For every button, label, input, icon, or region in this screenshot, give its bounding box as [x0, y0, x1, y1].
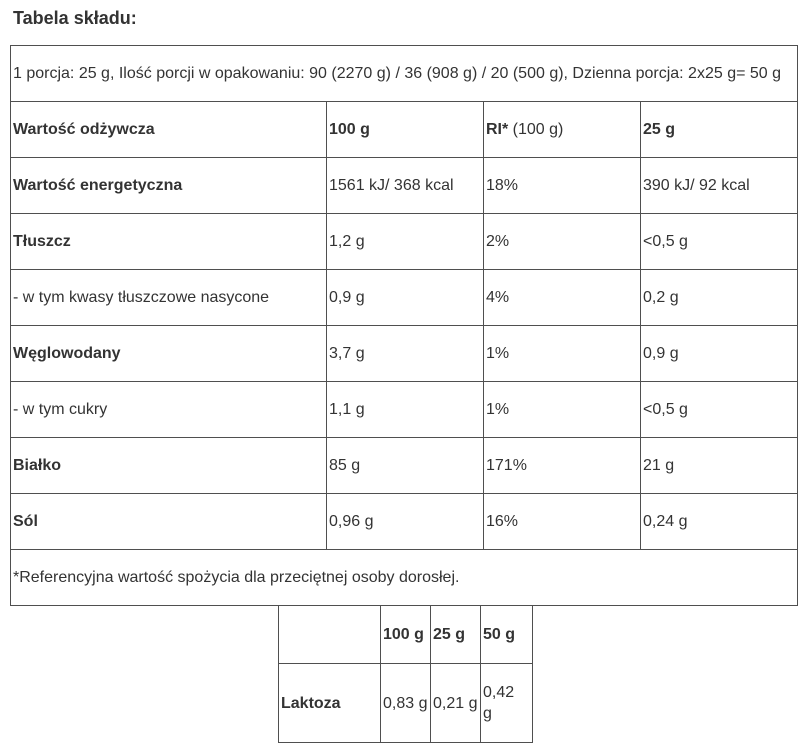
lactose-header-100g: 100 g	[381, 606, 431, 664]
lactose-per-50g: 0,42 g	[481, 664, 533, 743]
value-ri: 4%	[484, 270, 641, 326]
value-ri: 1%	[484, 326, 641, 382]
value-per-25g: <0,5 g	[641, 382, 798, 438]
serving-info-row	[11, 46, 798, 102]
value-per-25g: 0,24 g	[641, 494, 798, 550]
value-per-100g: 1561 kJ/ 368 kcal	[327, 158, 484, 214]
lactose-header-empty	[279, 606, 381, 664]
table-row-energy	[11, 158, 798, 214]
row-label: Tłuszcz	[11, 214, 327, 270]
row-label: - w tym cukry	[11, 382, 327, 438]
table-row-saturated-fat	[11, 270, 798, 326]
value-ri: 18%	[484, 158, 641, 214]
column-header-ri	[484, 102, 641, 158]
ri-abbreviation: RI*	[486, 121, 509, 138]
page-title: Tabela składu:	[13, 8, 137, 28]
ri-basis: (100 g)	[508, 121, 564, 138]
value-per-100g: 1,2 g	[327, 214, 484, 270]
serving-info: 1 porcja: 25 g, Ilość porcji w opakowaniu: 90 (2270 g) / 36 (908 g) / 20 (500 g), Dzienna porcja: 2x25 g= 50 g	[11, 46, 798, 102]
lactose-label: Laktoza	[279, 664, 381, 743]
column-header-per-100g: 100 g	[327, 102, 484, 158]
lactose-table	[278, 605, 533, 743]
value-per-100g: 3,7 g	[327, 326, 484, 382]
row-label: Sól	[11, 494, 327, 550]
value-per-25g: 0,2 g	[641, 270, 798, 326]
footnote-row	[11, 550, 798, 606]
column-header-per-25g: 25 g	[641, 102, 798, 158]
table-row-carbohydrates	[11, 326, 798, 382]
header-row	[11, 102, 798, 158]
table-row-salt	[11, 494, 798, 550]
row-label: Białko	[11, 438, 327, 494]
lactose-value-row	[279, 664, 533, 743]
value-ri: 171%	[484, 438, 641, 494]
row-label: Węglowodany	[11, 326, 327, 382]
row-label: - w tym kwasy tłuszczowe nasycone	[11, 270, 327, 326]
value-ri: 2%	[484, 214, 641, 270]
value-per-100g: 0,96 g	[327, 494, 484, 550]
column-header-nutrition-value: Wartość odżywcza	[11, 102, 327, 158]
table-row-sugars	[11, 382, 798, 438]
value-per-25g: 0,9 g	[641, 326, 798, 382]
value-ri: 16%	[484, 494, 641, 550]
nutrition-table	[10, 45, 798, 606]
lactose-header-25g: 25 g	[431, 606, 481, 664]
table-row-protein	[11, 438, 798, 494]
row-label: Wartość energetyczna	[11, 158, 327, 214]
table-row-fat	[11, 214, 798, 270]
value-per-100g: 1,1 g	[327, 382, 484, 438]
lactose-header-row	[279, 606, 533, 664]
value-per-100g: 0,9 g	[327, 270, 484, 326]
value-per-25g: 390 kJ/ 92 kcal	[641, 158, 798, 214]
lactose-header-50g: 50 g	[481, 606, 533, 664]
lactose-per-25g: 0,21 g	[431, 664, 481, 743]
value-per-25g: 21 g	[641, 438, 798, 494]
value-per-25g: <0,5 g	[641, 214, 798, 270]
footnote: *Referencyjna wartość spożycia dla przeciętnej osoby dorosłej.	[11, 550, 798, 606]
value-ri: 1%	[484, 382, 641, 438]
value-per-100g: 85 g	[327, 438, 484, 494]
lactose-per-100g: 0,83 g	[381, 664, 431, 743]
